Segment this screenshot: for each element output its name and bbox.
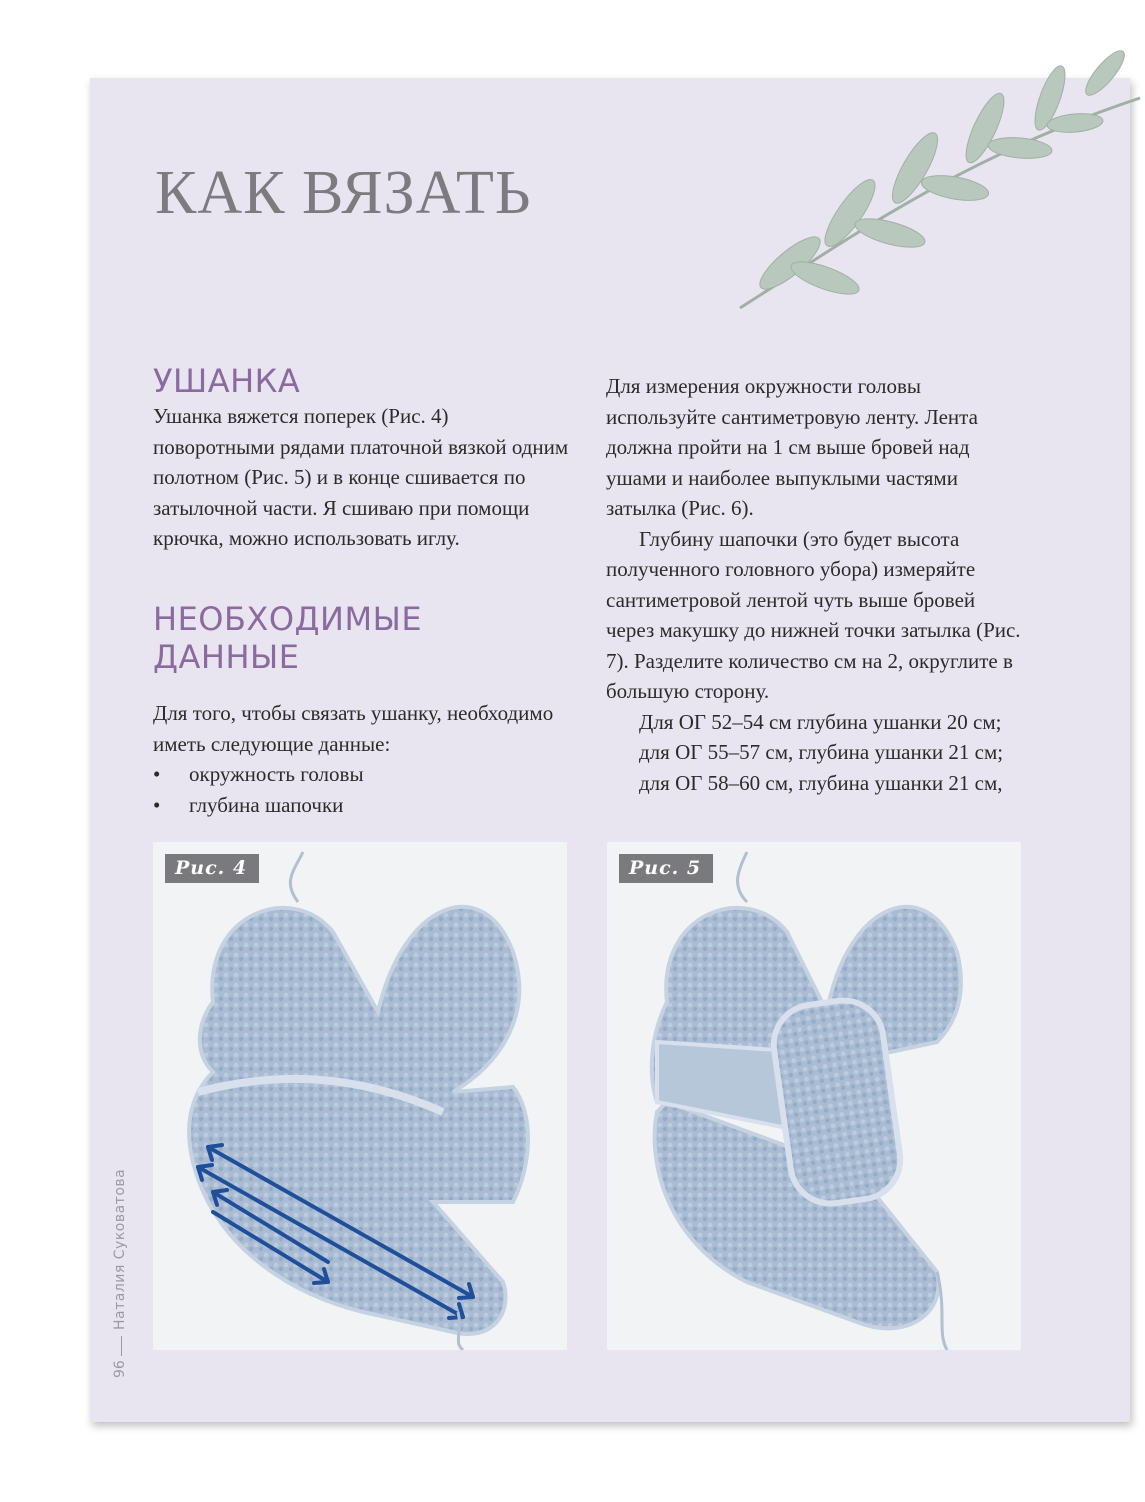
author-name: Наталия Суковатова	[112, 1168, 128, 1330]
right-column-text	[606, 371, 1026, 798]
size-line: для ОГ 58–60 см, глубина ушанки 21 см,	[639, 770, 1003, 795]
page-number: 96	[112, 1360, 128, 1378]
section-ushanka	[153, 362, 571, 554]
section-heading-required-data	[153, 600, 571, 676]
sidebar-divider	[121, 1336, 122, 1356]
heading-line-1: НЕОБХОДИМЫЕ	[153, 600, 423, 638]
figure-4-photo	[153, 842, 567, 1350]
list-item: • глубина шапочки	[153, 790, 571, 821]
head-circumference-paragraph: Для измерения окружности головы используйте сантиметровую ленту. Лента должна пройти на 1 см выше бровей над ушами и наиболее выпуклыми частями затылка (Рис. 6).	[606, 374, 978, 520]
cap-depth-paragraph: Глубину шапочки (это будет высота полученного головного убора) измеряйте сантиметровой лентой чуть выше бровей через макушку до нижней точки затылка (Рис. 7). Разделите количество см на 2, округлите в большую сторону.	[606, 526, 1021, 703]
list-item: • окружность головы	[153, 759, 571, 790]
required-data-list	[153, 759, 571, 820]
required-data-intro: Для того, чтобы связать ушанку, необходимо иметь следующие данные:	[153, 701, 554, 756]
knitted-hat-folded-image	[607, 842, 1021, 1350]
size-line: Для ОГ 52–54 см глубина ушанки 20 см;	[639, 709, 1002, 734]
section-heading-ushanka: УШАНКА	[153, 362, 301, 400]
leaf-branch-icon	[730, 28, 1145, 328]
figure-5-photo	[607, 842, 1021, 1350]
section-required-data	[153, 600, 571, 820]
figure-label: Рис. 5	[619, 854, 713, 883]
figure-label: Рис. 4	[165, 854, 259, 883]
page-title: КАК ВЯЗАТЬ	[155, 159, 532, 227]
knitted-hat-flat-image	[153, 842, 567, 1350]
ushanka-description: Ушанка вяжется поперек (Рис. 4) поворотными рядами платочной вязкой одним полотном (Рис. 5) и в конце сшивается по затылочной части. Я сшиваю при помощи крючка, можно использовать иглу.	[153, 404, 569, 550]
heading-line-2: ДАННЫЕ	[153, 638, 300, 676]
size-line: для ОГ 55–57 см, глубина ушанки 21 см;	[639, 740, 1004, 764]
